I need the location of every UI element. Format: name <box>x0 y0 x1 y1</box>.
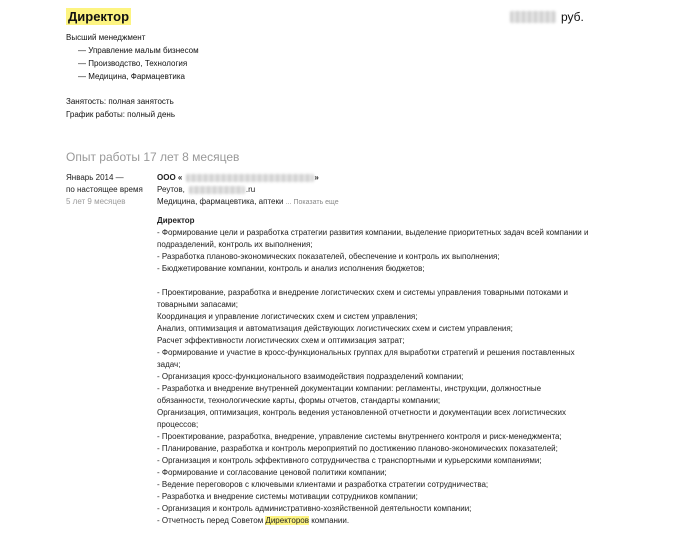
company-name <box>157 172 597 184</box>
search-highlight: Директоров <box>265 516 309 525</box>
salary-currency: руб. <box>561 10 584 24</box>
employment-type: Занятость: полная занятость <box>66 97 174 106</box>
job-description <box>157 227 597 515</box>
company-industry <box>157 196 597 209</box>
description-line: обязанности, технологические карты, формы отчетов, стандарты компании; <box>157 396 441 405</box>
job-period <box>66 172 151 208</box>
description-line: Расчет эффективности логистических схем и оптимизация затрат; <box>157 336 405 345</box>
company-name-redacted <box>186 174 314 182</box>
salary <box>510 10 584 24</box>
description-line: Организация, оптимизация, контроль ведения установленной отчетности и документации всех логистических <box>157 408 566 417</box>
last-line-after: компании. <box>308 516 350 525</box>
experience-header: Опыт работы 17 лет 8 месяцев <box>66 150 240 164</box>
description-line: - Проектирование, разработка, внедрение, управление системы внутреннего контроля и риск-менеджмента; <box>157 432 562 441</box>
company-site-redacted <box>189 186 245 194</box>
description-line: процессов; <box>157 420 199 429</box>
salary-amount-redacted <box>510 11 556 23</box>
description-line: - Проектирование, разработка и внедрение логистических схем и системы управления товарными потоками и <box>157 288 568 297</box>
job-description-last-line <box>157 515 597 527</box>
description-line: - Формирование цели и разработка стратегии развития компании, выделение приоритетных задач всей компании и <box>157 228 589 237</box>
specializations <box>66 31 199 83</box>
description-line: - Бюджетирование компании, контроль и анализ исполнения бюджетов; <box>157 264 425 273</box>
show-more-link[interactable]: ... Показать еще <box>285 199 339 206</box>
description-line: подразделений, контроль их выполнения; <box>157 240 313 249</box>
job-details <box>157 172 597 527</box>
work-schedule: График работы: полный день <box>66 110 176 119</box>
specialization-item: — Медицина, Фармацевтика <box>78 72 185 81</box>
company-suffix: » <box>314 173 319 182</box>
description-line: - Организация и контроль эффективного сотрудничества с транспортными и курьерскими компаниями; <box>157 456 542 465</box>
company-site-suffix: .ru <box>245 185 256 194</box>
specialization-item: — Управление малым бизнесом <box>78 46 199 55</box>
specialization-item: — Производство, Технология <box>78 59 188 68</box>
description-line: - Разработка планово-экономических показателей, обеспечение и контроль их выполнения; <box>157 252 500 261</box>
company-prefix: ООО « <box>157 173 183 182</box>
description-line: - Планирование, разработка и контроль мероприятий по достижению планово-экономических показателей; <box>157 444 558 453</box>
description-line: задач; <box>157 360 181 369</box>
job-title: Директор <box>157 216 195 225</box>
employment-info <box>66 95 175 121</box>
description-line <box>157 275 597 287</box>
description-line: Координация и управление логистических схем и систем управления; <box>157 312 418 321</box>
description-line: - Организация и контроль административно-хозяйственной деятельности компании; <box>157 504 472 513</box>
job-end: по настоящее время <box>66 185 143 194</box>
position-title: Директор <box>68 9 130 24</box>
description-line: - Разработка и внедрение системы мотивации сотрудников компании; <box>157 492 418 501</box>
description-line: - Формирование и согласование ценовой политики компании; <box>157 468 387 477</box>
job-duration: 5 лет 9 месяцев <box>66 197 126 206</box>
company-location <box>157 184 597 196</box>
description-line: - Организация кросс-функционального взаимодействия подразделений компании; <box>157 372 464 381</box>
description-line: - Ведение переговоров с ключевыми клиентами и разработка стратегии сотрудничества; <box>157 480 489 489</box>
description-line: Анализ, оптимизация и автоматизация действующих логистических схем и систем управления; <box>157 324 513 333</box>
last-line-before: - Отчетность перед Советом <box>157 516 266 525</box>
company-city: Реутов, <box>157 185 185 194</box>
specialization-header: Высший менеджмент <box>66 33 146 42</box>
industry-text: Медицина, фармацевтика, аптеки <box>157 197 284 206</box>
description-line: товарными запасами; <box>157 300 238 309</box>
description-line: - Формирование и участие в кросс-функциональных группах для выработки стратегий и решения поставленных <box>157 348 575 357</box>
job-start: Январь 2014 — <box>66 173 124 182</box>
description-line: - Разработка и внедрение внутренней документации компании: регламенты, инструкции, должностные <box>157 384 542 393</box>
